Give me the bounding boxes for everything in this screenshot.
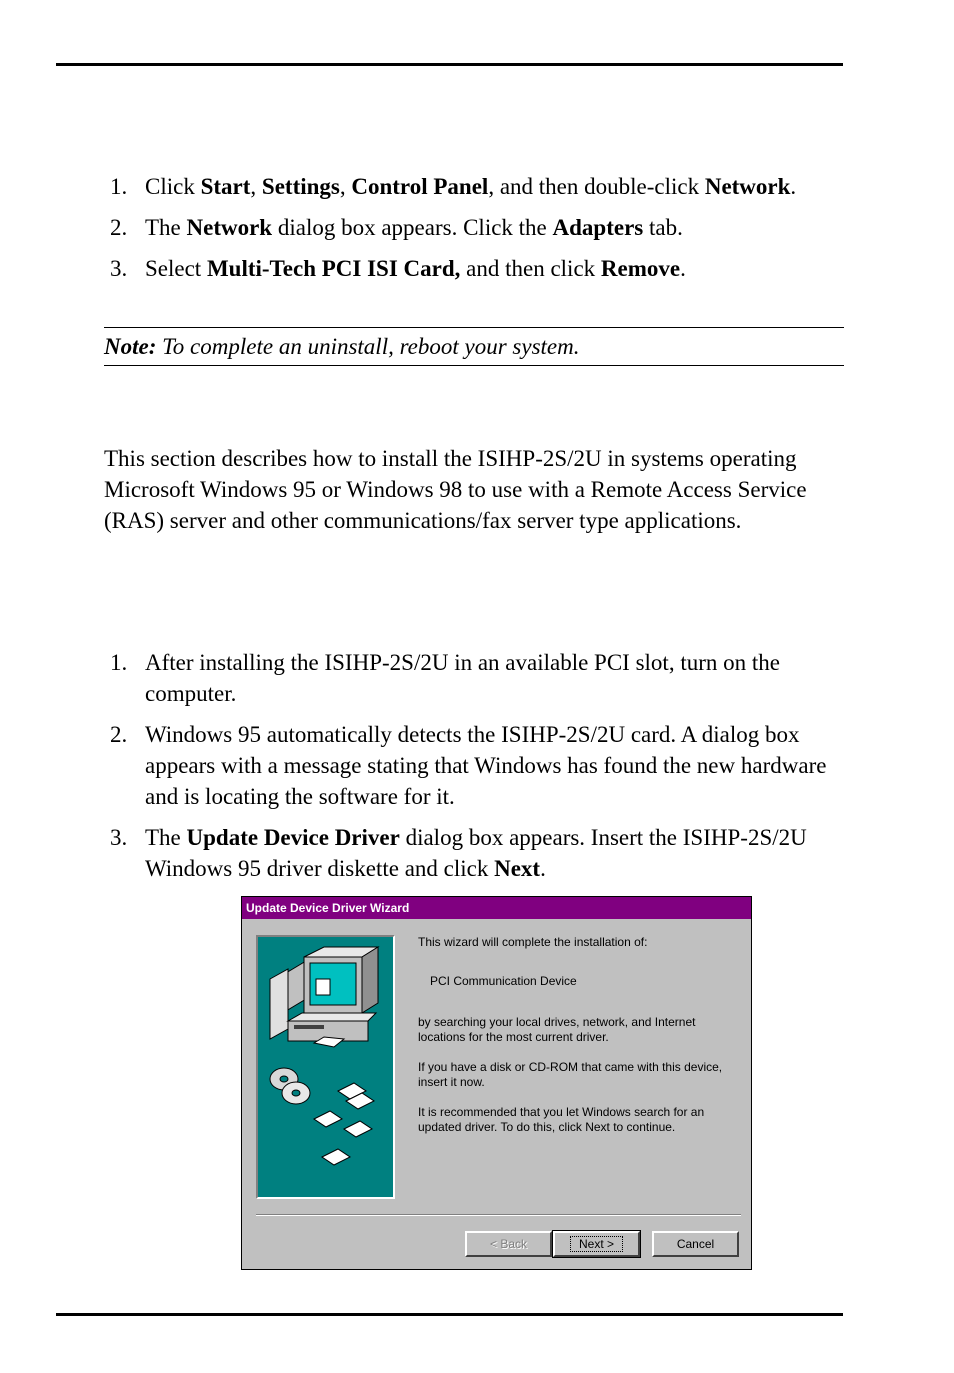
list-item [104,212,844,243]
step-number: 2. [110,215,128,240]
step-text: Windows 95 automatically detects the ISIHP-2S/2U card. A dialog box appears with a message stating that Windows has found the new hardware and is locating the software for it. [145,722,827,809]
bold-term: Settings [261,174,340,199]
dialog-line-3: If you have a disk or CD-ROM that came with this device, insert it now. [418,1060,723,1089]
list-item [104,253,844,284]
step-text: and then click [460,256,601,281]
dialog-message [418,935,743,1135]
step-text: Select [145,256,207,281]
uninstall-steps [104,171,844,294]
step-number: 2. [110,722,128,747]
step-text: The [145,215,187,240]
list-item [104,647,844,709]
list-item [104,171,844,202]
step-number: 1. [110,174,128,199]
dialog-line-2: by searching your local drives, network, and Internet locations for the most current driver. [418,1015,696,1044]
bold-term: Update Device Driver [186,825,400,850]
wizard-illustration [258,937,393,1197]
step-number: 1. [110,650,128,675]
intro-paragraph: This section describes how to install the ISIHP-2S/2U in systems operating Microsoft Windows 95 or Windows 98 to use with a Remote Access Service (RAS) server and other communications/fax server type applications. [104,446,807,533]
bold-term: Network [186,215,273,240]
list-item [104,822,844,884]
step-text: . [680,256,686,281]
cd-icon [270,1068,310,1104]
step-text: , [339,174,352,199]
note-label: Note: [104,334,157,359]
step-text: After installing the ISIHP-2S/2U in an available PCI slot, turn on the computer. [145,650,780,706]
note-box [104,327,844,366]
install-steps [104,647,844,894]
step-number: 3. [110,825,128,850]
bold-term: Adapters [552,215,644,240]
next-button-label: Next > [570,1236,623,1252]
step-text: The [145,825,187,850]
wizard-art-panel [256,935,395,1199]
step-number: 3. [110,256,128,281]
bold-term: Control Panel [351,174,489,199]
dialog-separator [256,1214,741,1216]
next-button[interactable] [553,1231,640,1257]
device-name: PCI Communication Device [430,974,577,988]
step-text: . [540,856,546,881]
step-text: , [250,174,262,199]
step-text: , and then double-click [488,174,705,199]
step-text: tab. [643,215,683,240]
cancel-button[interactable]: Cancel [652,1231,739,1257]
bold-term: Remove [600,256,681,281]
dialog-line-1: This wizard will complete the installation of: [418,935,648,949]
dialog-line-4: It is recommended that you let Windows search for an updated driver. To do this, click Next to continue. [418,1105,705,1134]
step-text: . [790,174,797,199]
bold-term: Multi-Tech PCI ISI Card, [206,256,461,281]
computer-icon [270,947,378,1047]
floppy-disk-icon [314,1083,374,1165]
step-text: dialog box appears. Click the [272,215,553,240]
list-item [104,719,844,812]
bottom-rule [56,1313,843,1316]
bold-term: Next [494,856,541,881]
update-driver-wizard-dialog [241,896,752,1270]
note-text: To complete an uninstall, reboot your system. [156,334,580,359]
step-text: Click [145,174,201,199]
back-button[interactable]: < Back [465,1231,552,1257]
top-rule [56,63,843,66]
bold-term: Network [704,174,791,199]
dialog-title-bar[interactable]: Update Device Driver Wizard [242,897,751,919]
step-text: dialog box appears. Insert the ISIHP-2S/2U Windows 95 driver diskette and click [145,825,807,881]
bold-term: Start [200,174,251,199]
